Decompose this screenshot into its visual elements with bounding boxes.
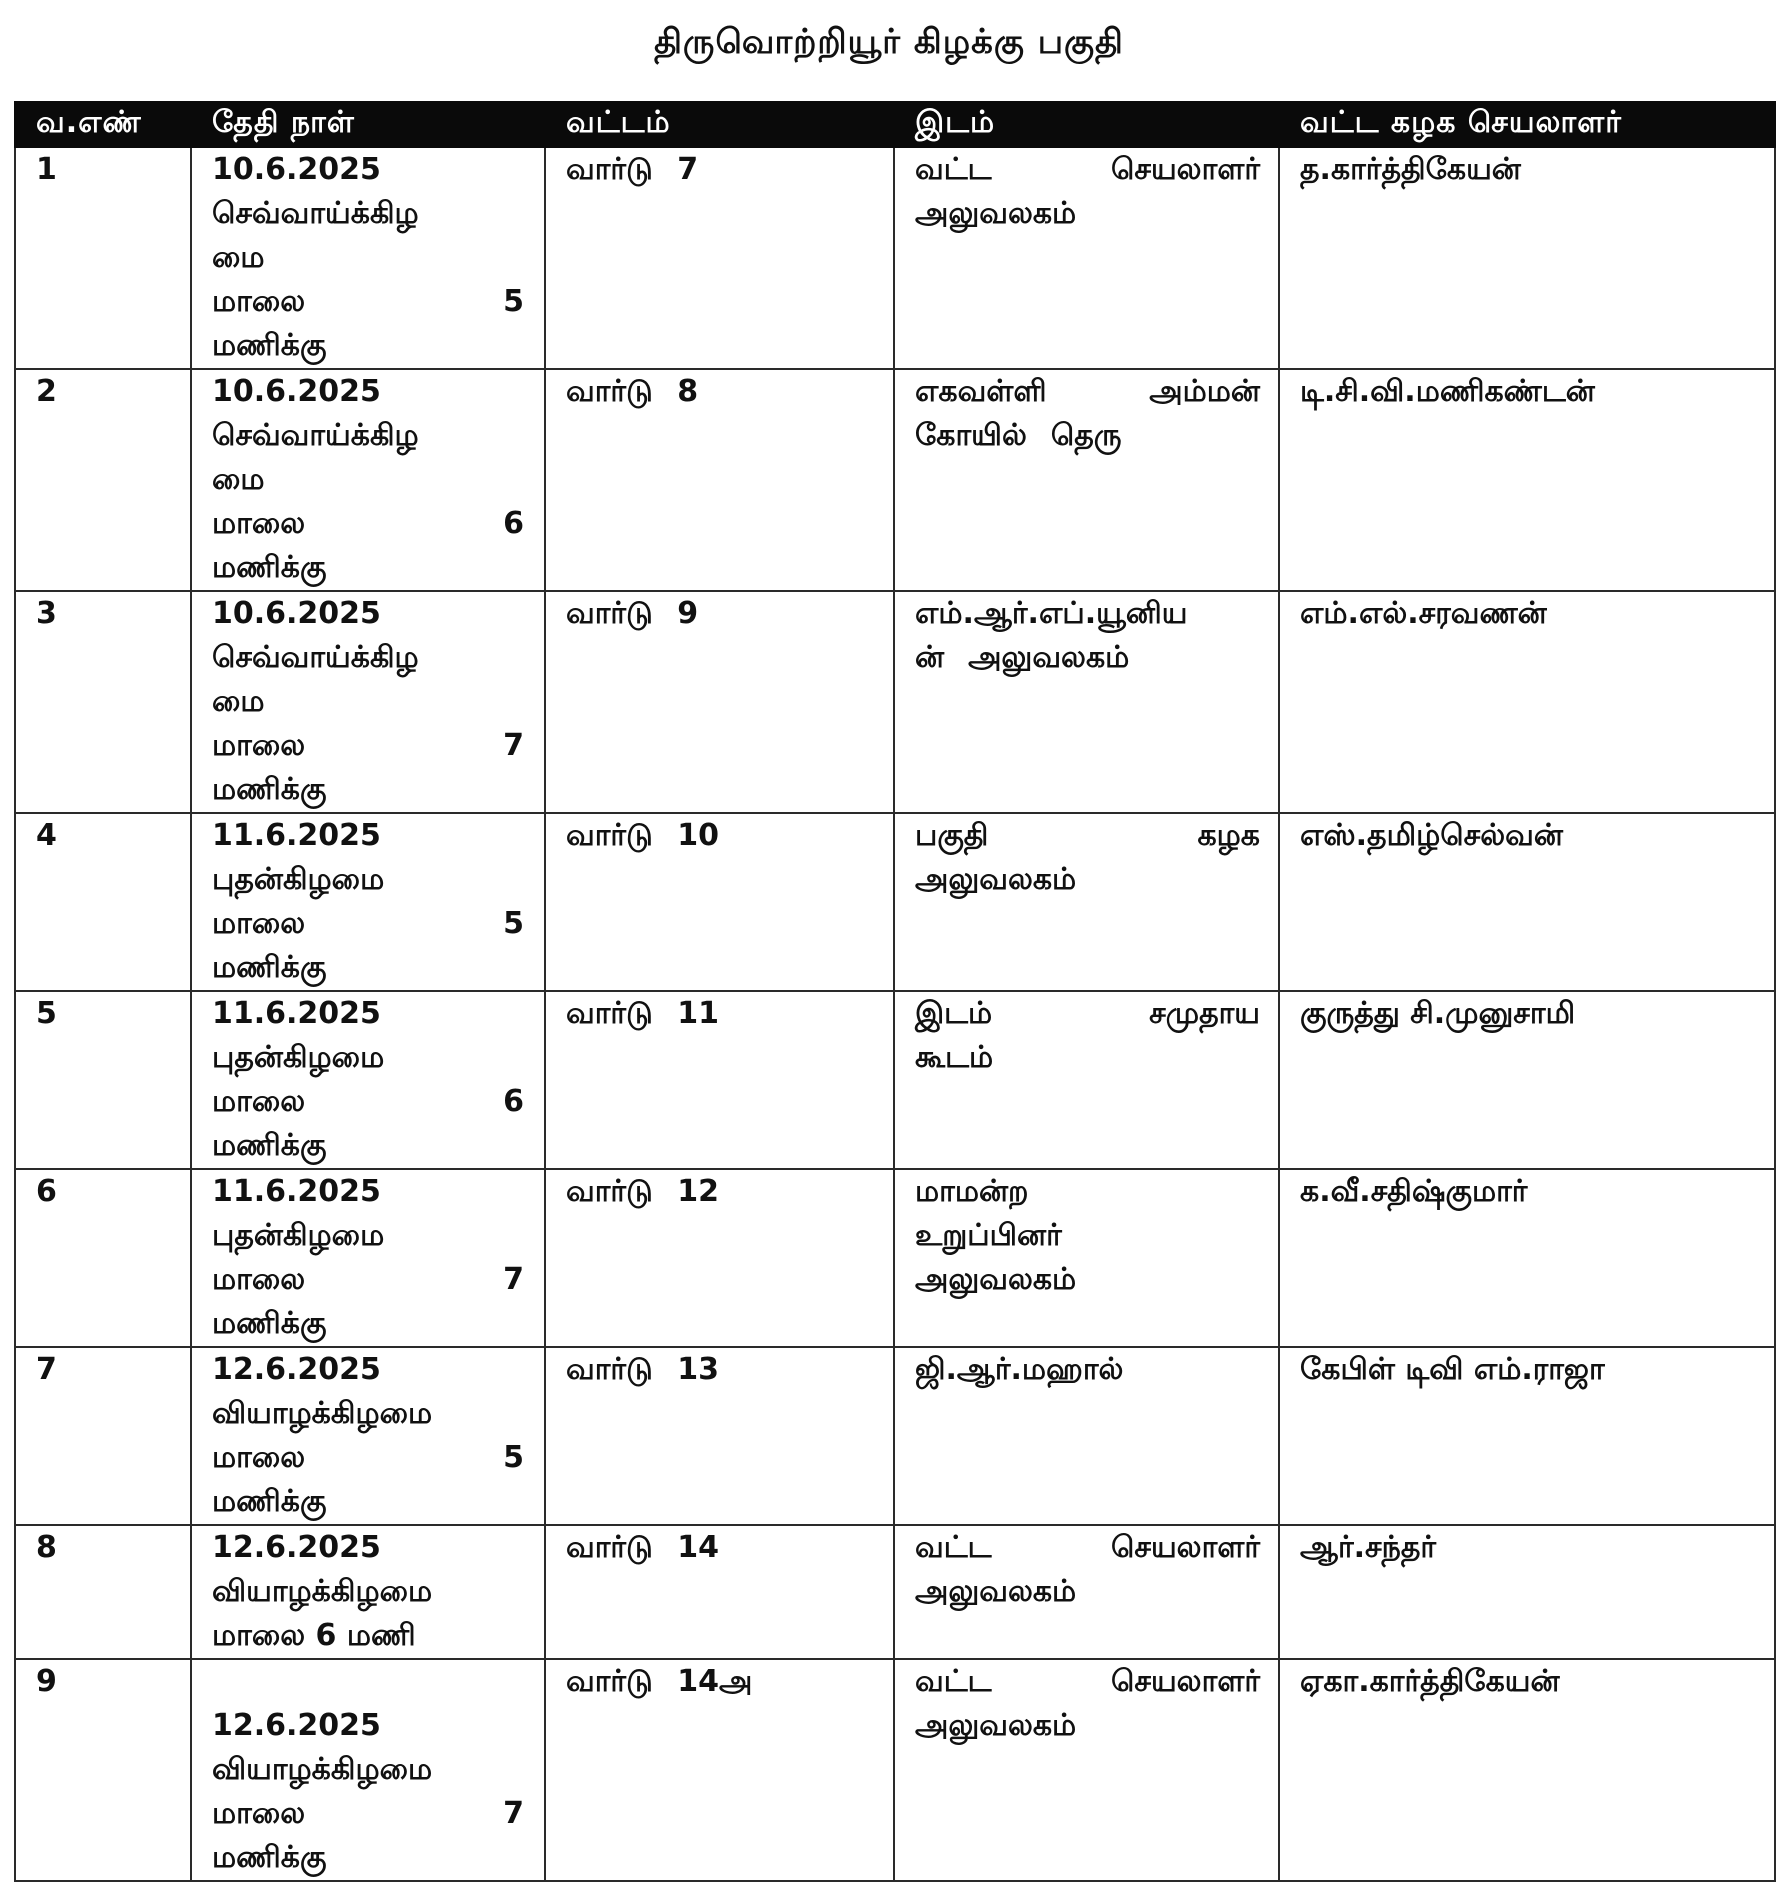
venue-word: செயலாளர் [1110, 1530, 1260, 1565]
ward-cell [545, 1659, 894, 1881]
ward-cell [545, 147, 894, 369]
table-row [15, 1525, 1775, 1659]
venue-word: அம்மன் [1149, 374, 1260, 409]
date-time-cell [191, 991, 545, 1169]
venue-cell [894, 1659, 1279, 1881]
time-period: மாலை [212, 1084, 306, 1119]
ward-number: வார்டு 11 [566, 996, 720, 1031]
table-row [15, 1347, 1775, 1525]
date-time-cell [191, 591, 545, 813]
meeting-time [212, 1792, 526, 1836]
table-header [15, 102, 1775, 147]
time-period: மாலை [212, 1262, 306, 1297]
secretary-cell [1279, 591, 1775, 813]
meeting-time: மாலை 6 மணி [212, 1618, 416, 1653]
meeting-date: 10.6.2025 [212, 596, 381, 631]
time-hour: 5 [503, 906, 524, 941]
ward-number: வார்டு 13 [566, 1352, 720, 1387]
column-header-serial: வ.எண் [15, 102, 191, 147]
venue-line [915, 1660, 1260, 1704]
venue-line [915, 992, 1260, 1036]
secretary-cell [1279, 1659, 1775, 1881]
ward-cell [545, 1525, 894, 1659]
ward-number: வார்டு 12 [566, 1174, 720, 1209]
ward-cell [545, 991, 894, 1169]
venue-cell [894, 591, 1279, 813]
table-row [15, 369, 1775, 591]
venue-line [915, 1170, 1260, 1214]
venue-word: சமுதாய [1149, 996, 1260, 1031]
serial-number-cell: 8 [15, 1525, 191, 1659]
venue-word: எம்.ஆர்.எப்.யூனிய [915, 596, 1188, 631]
venue-line [915, 192, 1260, 236]
ward-number: வார்டு 7 [566, 152, 699, 187]
ward-number: வார்டு 14அ [566, 1664, 753, 1699]
time-period: மாலை [212, 728, 306, 763]
time-period: மாலை [212, 906, 306, 941]
ward-cell [545, 813, 894, 991]
meeting-date: 10.6.2025 [212, 374, 381, 409]
time-hour: 6 [503, 506, 524, 541]
time-unit: மணிக்கு [212, 1840, 327, 1875]
meeting-day: செவ்வாய்க்கிழ [212, 640, 419, 675]
meeting-date: 12.6.2025 [212, 1530, 381, 1565]
venue-cell [894, 1525, 1279, 1659]
date-time-cell [191, 813, 545, 991]
table-row [15, 1169, 1775, 1347]
venue-word: அலுவலகம் [968, 640, 1130, 675]
venue-cell [894, 147, 1279, 369]
column-header-secretary: வட்ட கழக செயலாளர் [1279, 102, 1775, 147]
serial-number-cell: 3 [15, 591, 191, 813]
table-row [15, 813, 1775, 991]
blank-line [212, 1660, 526, 1704]
time-unit: மணிக்கு [212, 1128, 327, 1163]
meeting-time [212, 1258, 526, 1302]
meeting-day: புதன்கிழமை [212, 1040, 385, 1075]
date-time-cell [191, 1659, 545, 1881]
meeting-date: 11.6.2025 [212, 1174, 381, 1209]
venue-word: உறுப்பினர் [915, 1218, 1062, 1253]
venue-line [915, 148, 1260, 192]
venue-word: பகுதி [915, 818, 989, 853]
venue-word: ன் [915, 640, 945, 675]
venue-word: கழக [1197, 818, 1260, 853]
venue-word: கூடம் [915, 1040, 994, 1075]
meeting-date: 12.6.2025 [212, 1708, 381, 1743]
secretary-cell [1279, 1525, 1775, 1659]
venue-word: அலுவலகம் [915, 1708, 1077, 1743]
time-hour: 5 [503, 1440, 524, 1475]
ward-number: வார்டு 8 [566, 374, 699, 409]
meeting-date: 12.6.2025 [212, 1352, 381, 1387]
venue-line [915, 1570, 1260, 1614]
venue-cell [894, 991, 1279, 1169]
date-time-cell [191, 1347, 545, 1525]
time-period: மாலை [212, 1796, 306, 1831]
venue-line [915, 636, 1260, 680]
time-unit: மணிக்கு [212, 1306, 327, 1341]
venue-line [915, 1036, 1260, 1080]
date-time-cell [191, 1525, 545, 1659]
time-period: மாலை [212, 284, 306, 319]
time-hour: 6 [503, 1084, 524, 1119]
meeting-day: வியாழக்கிழமை [212, 1752, 433, 1787]
date-time-cell [191, 1169, 545, 1347]
meeting-date: 11.6.2025 [212, 996, 381, 1031]
time-unit: மணிக்கு [212, 328, 327, 363]
time-hour: 5 [503, 284, 524, 319]
time-unit: மணிக்கு [212, 950, 327, 985]
time-unit: மணிக்கு [212, 550, 327, 585]
time-unit: மணிக்கு [212, 772, 327, 807]
venue-line [915, 414, 1260, 458]
time-hour: 7 [503, 1262, 524, 1297]
venue-word: எகவள்ளி [915, 374, 1047, 409]
venue-cell [894, 1347, 1279, 1525]
venue-line [915, 1704, 1260, 1748]
secretary-name: குருத்து சி.முனுசாமி [1300, 996, 1576, 1031]
secretary-cell [1279, 369, 1775, 591]
secretary-name: கேபிள் டிவி எம்.ராஜா [1300, 1352, 1605, 1387]
secretary-name: எஸ்.தமிழ்செல்வன் [1300, 818, 1563, 853]
venue-word: ஜி.ஆர்.மஹால் [915, 1352, 1124, 1387]
serial-number-cell: 7 [15, 1347, 191, 1525]
table-row [15, 591, 1775, 813]
venue-line [915, 1214, 1260, 1258]
venue-word: மாமன்ற [915, 1174, 1029, 1209]
time-period: மாலை [212, 506, 306, 541]
secretary-cell [1279, 813, 1775, 991]
meeting-time [212, 724, 526, 768]
venue-word: கோயில் [915, 418, 1027, 453]
time-hour: 7 [503, 1796, 524, 1831]
column-header-venue: இடம் [894, 102, 1279, 147]
ward-number: வார்டு 14 [566, 1530, 720, 1565]
secretary-name: எம்.எல்.சரவணன் [1300, 596, 1547, 631]
page-title: திருவொற்றியூர் கிழக்கு பகுதி [654, 22, 1124, 62]
secretary-name: ஆர்.சந்தர் [1300, 1530, 1437, 1565]
ward-cell [545, 369, 894, 591]
time-period: மாலை [212, 1440, 306, 1475]
meeting-time [212, 502, 526, 546]
venue-word: வட்ட [915, 152, 992, 187]
meeting-time [212, 1436, 526, 1480]
serial-number-cell: 2 [15, 369, 191, 591]
venue-word: அலுவலகம் [915, 862, 1077, 897]
table-row [15, 991, 1775, 1169]
meeting-day: செவ்வாய்க்கிழ [212, 196, 419, 231]
serial-number-cell: 1 [15, 147, 191, 369]
time-unit: மணிக்கு [212, 1484, 327, 1519]
ward-cell [545, 1347, 894, 1525]
venue-cell [894, 813, 1279, 991]
venue-line [915, 370, 1260, 414]
ward-cell [545, 1169, 894, 1347]
meeting-day: மை [212, 240, 265, 275]
venue-cell [894, 369, 1279, 591]
serial-number-cell: 4 [15, 813, 191, 991]
secretary-cell [1279, 1169, 1775, 1347]
venue-cell [894, 1169, 1279, 1347]
secretary-name: டி.சி.வி.மணிகண்டன் [1300, 374, 1595, 409]
venue-word: தெரு [1050, 418, 1122, 453]
meeting-schedule-table [14, 101, 1776, 1882]
meeting-day: மை [212, 684, 265, 719]
table-body [15, 147, 1775, 1881]
meeting-day: புதன்கிழமை [212, 862, 385, 897]
header-row [15, 102, 1775, 147]
serial-number-cell: 9 [15, 1659, 191, 1881]
meeting-day: மை [212, 462, 265, 497]
venue-line [915, 1348, 1260, 1392]
secretary-name: ஏகா.கார்த்திகேயன் [1300, 1664, 1560, 1699]
meeting-day: செவ்வாய்க்கிழ [212, 418, 419, 453]
serial-number-cell: 6 [15, 1169, 191, 1347]
table-row [15, 1659, 1775, 1881]
column-header-date-day: தேதி நாள் [191, 102, 545, 147]
venue-line [915, 858, 1260, 902]
venue-line [915, 592, 1260, 636]
date-time-cell [191, 369, 545, 591]
ward-number: வார்டு 10 [566, 818, 720, 853]
meeting-day: வியாழக்கிழமை [212, 1574, 433, 1609]
meeting-time [212, 1080, 526, 1124]
meeting-time [212, 280, 526, 324]
venue-word: அலுவலகம் [915, 196, 1077, 231]
venue-word: அலுவலகம் [915, 1262, 1077, 1297]
meeting-day: புதன்கிழமை [212, 1218, 385, 1253]
venue-word: வட்ட [915, 1530, 992, 1565]
venue-word: வட்ட [915, 1664, 992, 1699]
venue-word: அலுவலகம் [915, 1574, 1077, 1609]
secretary-cell [1279, 147, 1775, 369]
venue-line [915, 1258, 1260, 1302]
meeting-time [212, 902, 526, 946]
secretary-cell [1279, 991, 1775, 1169]
venue-line [915, 1526, 1260, 1570]
meeting-day: வியாழக்கிழமை [212, 1396, 433, 1431]
meeting-date: 10.6.2025 [212, 152, 381, 187]
ward-number: வார்டு 9 [566, 596, 699, 631]
column-header-ward: வட்டம் [545, 102, 894, 147]
venue-word: இடம் [915, 996, 993, 1031]
time-hour: 7 [503, 728, 524, 763]
meeting-date: 11.6.2025 [212, 818, 381, 853]
serial-number-cell: 5 [15, 991, 191, 1169]
venue-word: செயலாளர் [1110, 1664, 1260, 1699]
table-row [15, 147, 1775, 369]
ward-cell [545, 591, 894, 813]
date-time-cell [191, 147, 545, 369]
venue-line [915, 814, 1260, 858]
secretary-name: க.வீ.சதிஷ்குமார் [1300, 1174, 1528, 1209]
venue-word: செயலாளர் [1110, 152, 1260, 187]
secretary-name: த.கார்த்திகேயன் [1300, 152, 1521, 187]
secretary-cell [1279, 1347, 1775, 1525]
